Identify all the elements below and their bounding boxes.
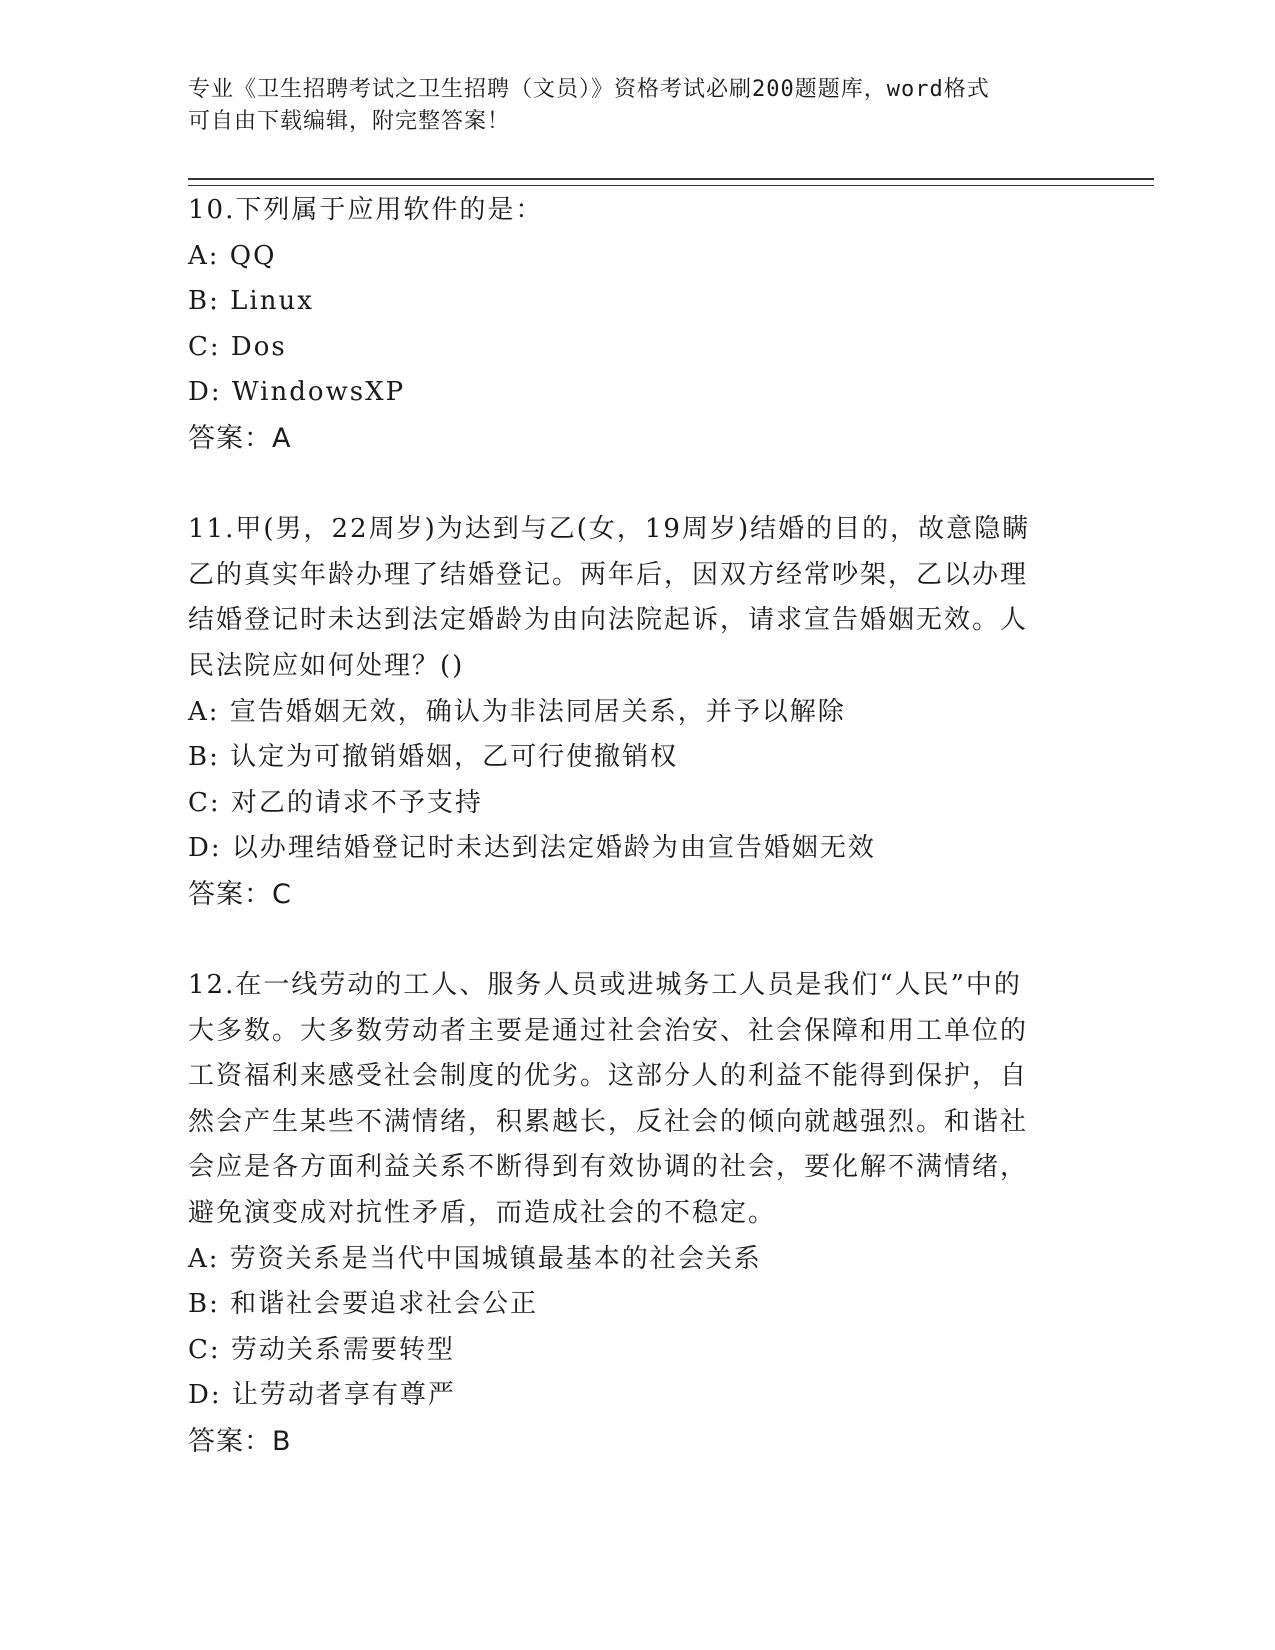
question-stem-line: 结婚登记时未达到法定婚龄为由向法院起诉，请求宣告婚姻无效。人 [188,605,1029,636]
header-line-1: 专业《卫生招聘考试之卫生招聘（文员）》资格考试必刷200题题库，word格式 [188,77,990,102]
option-a: A: 劳资关系是当代中国城镇最基本的社会关系 [188,1243,762,1274]
answer-line: 答案：C [188,878,292,910]
header-line-2: 可自由下载编辑，附完整答案！ [188,109,511,134]
option-c: C: 劳动关系需要转型 [188,1334,455,1365]
option-b: B: 和谐社会要追求社会公正 [188,1289,539,1320]
question-spacer [188,462,1088,508]
question-stem-line: 民法院应如何处理？() [188,650,465,681]
header-divider [188,178,1154,186]
question-stem-line: 大多数。大多数劳动者主要是通过社会治安、社会保障和用工单位的 [188,1015,1029,1046]
question-stem-line: 会应是各方面利益关系不断得到有效协调的社会，要化解不满情绪， [188,1152,1029,1183]
option-c: C: 对乙的请求不予支持 [188,787,483,818]
question-12 [188,963,1088,1465]
answer-line: 答案：A [188,422,292,454]
option-d: D: WindowsXP [188,377,406,408]
question-stem-line: 然会产生某些不满情绪，积累越长，反社会的倾向就越强烈。和谐社 [188,1106,1029,1137]
question-stem-line: 12.在一线劳动的工人、服务人员或进城务工人员是我们“人民”中的 [188,970,1022,1001]
option-a: A: 宣告婚姻无效，确认为非法同居关系，并予以解除 [188,696,846,727]
question-spacer [188,918,1088,964]
option-b: B: 认定为可撤销婚姻，乙可行使撤销权 [188,742,679,773]
page-header [188,74,1088,138]
question-stem-line: 11.甲(男，22周岁)为达到与乙(女，19周岁)结婚的目的，故意隐瞒 [188,514,1031,545]
answer-line: 答案：B [188,1426,292,1458]
question-stem-line: 工资福利来感受社会制度的优劣。这部分人的利益不能得到保护，自 [188,1061,1029,1092]
option-b: B: Linux [188,286,314,317]
question-stem: 10.下列属于应用软件的是： [188,195,544,225]
question-10 [188,188,1088,462]
question-11 [188,507,1088,917]
question-stem-line: 乙的真实年龄办理了结婚登记。两年后，因双方经常吵架，乙以办理 [188,559,1029,590]
option-d: D: 以办理结婚登记时未达到法定婚龄为由宣告婚姻无效 [188,833,876,864]
option-a: A: QQ [188,240,277,271]
question-list [188,188,1088,1465]
option-d: D: 让劳动者享有尊严 [188,1380,456,1411]
option-c: C: Dos [188,331,287,362]
question-stem-line: 避免演变成对抗性矛盾，而造成社会的不稳定。 [188,1198,777,1229]
